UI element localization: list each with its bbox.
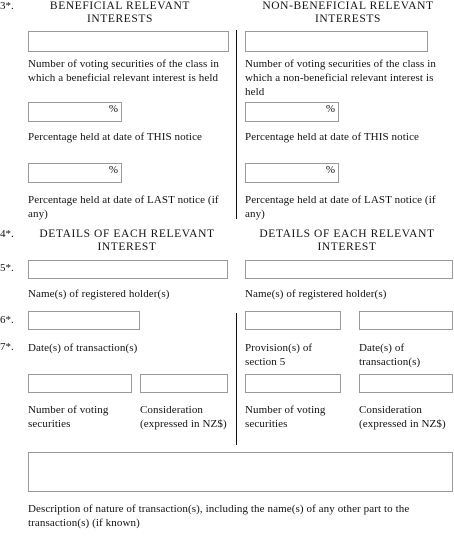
right-date-label: Date(s) of transaction(s) [359,342,421,368]
right-voting-securities-field[interactable] [245,31,428,52]
section-6-right-field-2[interactable] [359,311,453,330]
left-details-header: DETAILS OF EACH RELEVANT INTEREST [39,228,215,253]
left-consideration-label: Consideration (expressed in NZ$) [140,404,227,430]
right-holder-field[interactable] [245,260,453,279]
provision-field[interactable] [245,374,341,393]
column-divider [236,313,237,445]
left-voting-label: Number of voting securities of the class in which a beneficial relevant interest is held [28,58,219,84]
beneficial-header: BENEFICIAL RELEVANT INTERESTS [49,0,191,25]
left-pct-last-field[interactable] [28,163,122,183]
right-pct-this-field[interactable] [245,102,339,122]
section-5-number: 5*. [0,262,14,274]
right-voting-label: Number of voting securities of the class in which a non-beneficial relevant interest is held [245,58,436,98]
section-6-right-field-1[interactable] [245,311,341,330]
section-7-number: 7*. [0,341,14,353]
percent-symbol: % [108,164,118,176]
percent-symbol: % [325,103,335,115]
right-pct-last-label: Percentage held at date of LAST notice (if any) [245,194,436,220]
right-voting-securities-label: Number of voting securities [245,404,326,430]
section-6-number: 6*. [0,314,14,326]
provision-label: Provision(s) of section 5 [245,342,313,368]
column-divider [236,30,237,219]
right-date-field[interactable] [359,374,453,393]
section-3-number: 3*. [0,0,14,12]
percent-symbol: % [325,164,335,176]
left-pct-this-label: Percentage held at date of THIS notice [28,131,203,143]
left-holder-field[interactable] [28,260,228,279]
percent-symbol: % [108,103,118,115]
left-holder-label: Name(s) of registered holder(s) [28,288,170,300]
right-holder-label: Name(s) of registered holder(s) [245,288,387,300]
date-of-transaction-label: Date(s) of transaction(s) [28,342,138,354]
left-voting-securities-field[interactable] [28,31,229,52]
non-beneficial-header: NON-BENEFICIAL RELEVANT INTERESTS [262,0,434,25]
right-consideration-label: Consideration (expressed in NZ$) [359,404,446,430]
left-voting-securities-label: Number of voting securities [28,404,109,430]
description-field[interactable] [28,452,453,492]
consideration-field-left[interactable] [140,374,228,393]
right-details-header: DETAILS OF EACH RELEVANT INTEREST [259,228,435,253]
right-pct-last-field[interactable] [245,163,339,183]
right-pct-this-label: Percentage held at date of THIS notice [245,131,420,143]
description-label: Description of nature of transaction(s), including the name(s) of any other part to the transaction(s) (if known) [28,503,410,529]
date-of-transaction-field[interactable] [28,374,132,393]
section-6-left-field[interactable] [28,311,140,330]
left-pct-last-label: Percentage held at date of LAST notice (if any) [28,194,219,220]
left-pct-this-field[interactable] [28,102,122,122]
section-4-number: 4*. [0,228,14,240]
